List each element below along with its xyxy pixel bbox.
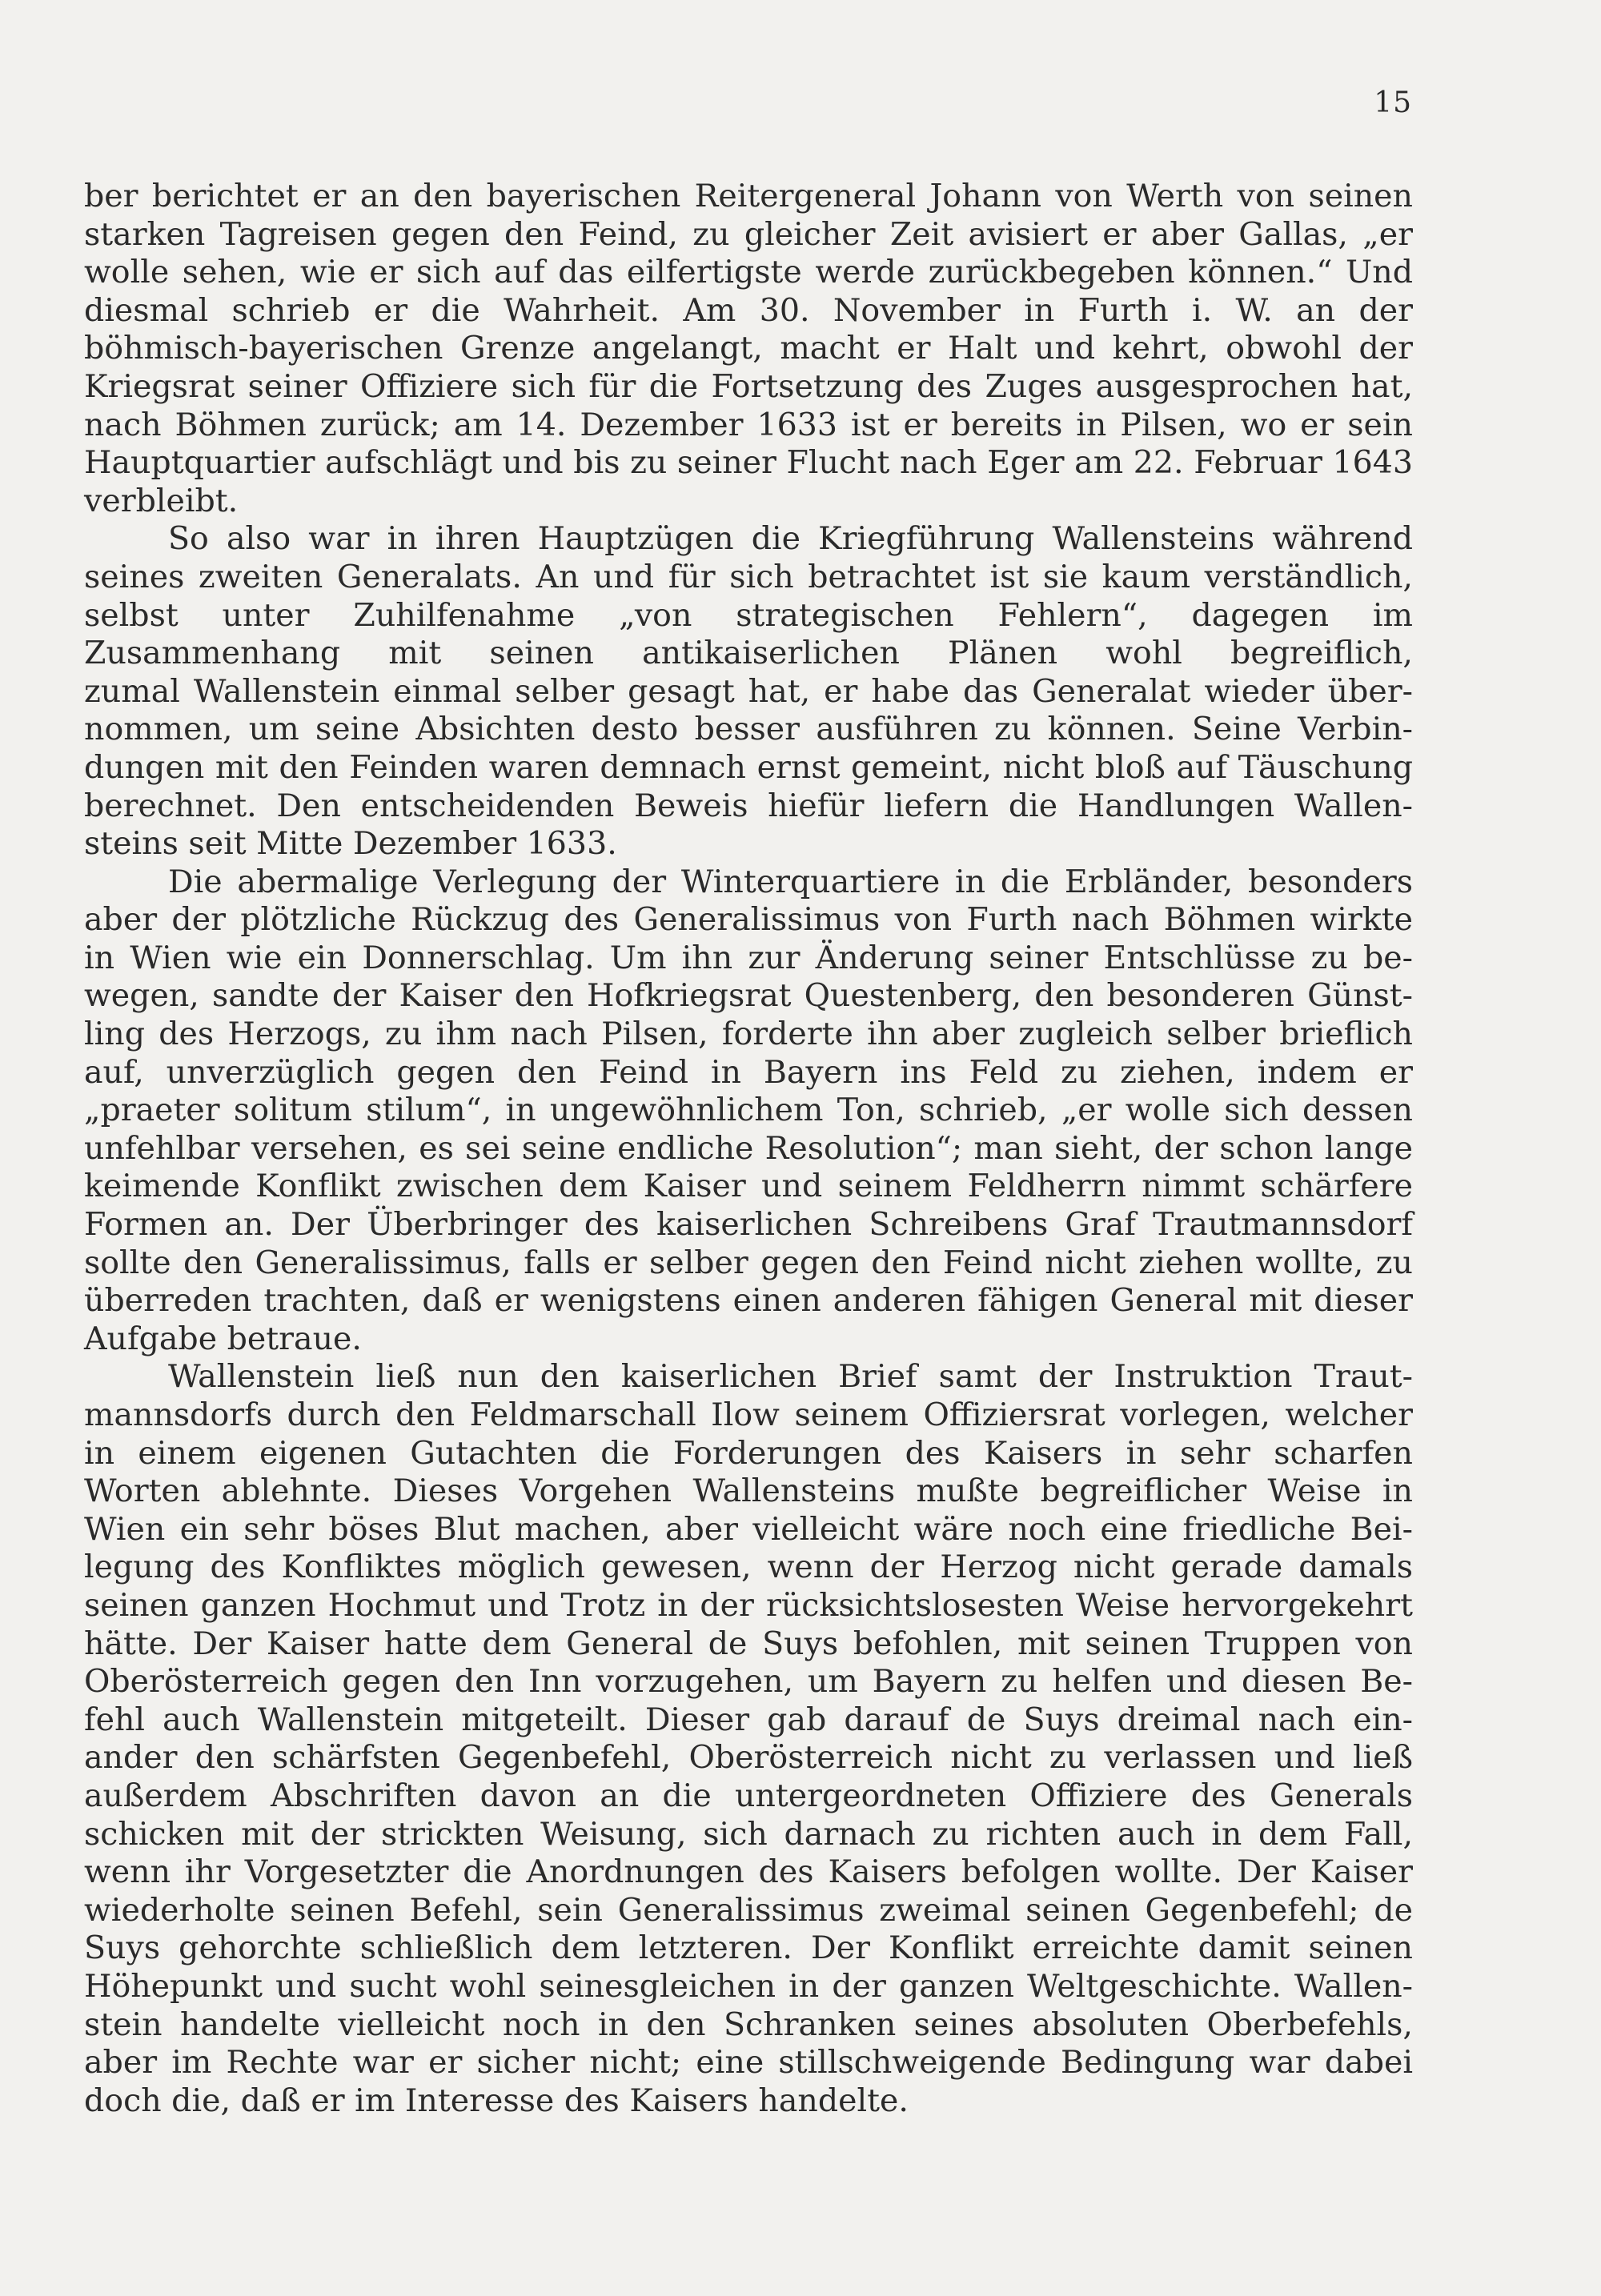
text-line: in einem eigenen Gutachten die Forderungen des Kaisers in sehr scharfen <box>84 1434 1413 1472</box>
text-line: hätte. Der Kaiser hatte dem General de Suys befohlen, mit seinen Truppen von <box>84 1625 1413 1662</box>
text-line: aber im Rechte war er sicher nicht; eine stillschweigende Bedingung war dabei <box>84 2044 1413 2082</box>
text-line: wenn ihr Vorgesetzter die Anordnungen des Kaisers befolgen wollte. Der Kaiser <box>84 1853 1413 1891</box>
text-line: schicken mit der strickten Weisung, sich darnach zu richten auch in dem Fall, <box>84 1815 1413 1853</box>
text-line: nommen, um seine Absichten desto besser ausführen zu können. Seine Verbin- <box>84 711 1413 748</box>
text-line: seines zweiten Generalats. An und für sich betrachtet ist sie kaum verständlich, <box>84 558 1413 595</box>
text-line: böhmisch-bayerischen Grenze angelangt, macht er Halt und kehrt, obwohl der <box>84 330 1413 367</box>
text-line: So also war in ihren Hauptzügen die Kriegführung Wallensteins während <box>168 520 1413 558</box>
text-line: starken Tagreisen gegen den Feind, zu gleicher Zeit avisiert er aber Gallas, „er <box>84 215 1413 253</box>
text-line: Die abermalige Verlegung der Winterquartiere in die Erbländer, besonders <box>168 863 1413 900</box>
text-line: sollte den Generalissimus, falls er selber gegen den Feind nicht ziehen wollte, zu <box>84 1244 1413 1281</box>
text-line: diesmal schrieb er die Wahrheit. Am 30. November in Furth i. W. an der <box>84 291 1413 329</box>
text-line: Höhepunkt und sucht wohl seinesgleichen in der ganzen Weltgeschichte. Wallen- <box>84 1967 1413 2005</box>
text-line: wegen, sandte der Kaiser den Hofkriegsrat Questenberg, den besonderen Günst- <box>84 977 1413 1015</box>
text-line: Kriegsrat seiner Offiziere sich für die Fortsetzung des Zuges ausgesprochen hat, <box>84 367 1413 405</box>
text-line: ber berichtet er an den bayerischen Reitergeneral Johann von Werth von seinen <box>84 178 1413 214</box>
text-line: mannsdorfs durch den Feldmarschall Ilow seinem Offiziersrat vorlegen, welcher <box>84 1396 1413 1433</box>
text-line: stein handelte vielleicht noch in den Schranken seines absoluten Oberbefehls, <box>84 2005 1413 2043</box>
text-line: Wien ein sehr böses Blut machen, aber vielleicht wäre noch eine friedliche Bei- <box>84 1510 1413 1548</box>
text-line: in Wien wie ein Donnerschlag. Um ihn zur Änderung seiner Entschlüsse zu be- <box>84 939 1413 976</box>
text-line: zumal Wallenstein einmal selber gesagt hat, er habe das Generalat wieder über- <box>84 672 1413 710</box>
text-line: Formen an. Der Überbringer des kaiserlichen Schreibens Graf Trautmannsdorf <box>84 1206 1413 1244</box>
text-line: Aufgabe betraue. <box>84 1320 362 1357</box>
text-line: legung des Konfliktes möglich gewesen, wenn der Herzog nicht gerade damals <box>84 1549 1413 1586</box>
text-line: selbst unter Zuhilfenahme „von strategischen Fehlern“, dagegen im <box>84 596 1413 634</box>
text-line: ling des Herzogs, zu ihm nach Pilsen, forderte ihn aber zugleich selber brieflich <box>84 1016 1413 1053</box>
text-line: außerdem Abschriften davon an die untergeordneten Offiziere des Generals <box>84 1777 1413 1814</box>
text-line: Hauptquartier aufschlägt und bis zu seiner Flucht nach Eger am 22. Februar 1643 <box>84 444 1413 482</box>
text-line: doch die, daß er im Interesse des Kaisers handelte. <box>84 2082 909 2119</box>
body-text <box>84 178 1413 2120</box>
text-line: fehl auch Wallenstein mitgeteilt. Dieser gab darauf de Suys dreimal nach ein- <box>84 1701 1413 1738</box>
text-line: nach Böhmen zurück; am 14. Dezember 1633 ist er bereits in Pilsen, wo er sein <box>84 406 1413 443</box>
text-line: wolle sehen, wie er sich auf das eilfertigste werde zurückbegeben können.“ Und <box>84 254 1413 291</box>
text-line: seinen ganzen Hochmut und Trotz in der rücksichtslosesten Weise hervorgekehrt <box>84 1586 1413 1624</box>
text-line: unfehlbar versehen, es sei seine endliche Resolution“; man sieht, der schon lange <box>84 1129 1413 1167</box>
text-line: aber der plötzliche Rückzug des Generalissimus von Furth nach Böhmen wirkte <box>84 901 1413 939</box>
text-line: keimende Konflikt zwischen dem Kaiser und seinem Feldherrn nimmt schärfere <box>84 1168 1413 1205</box>
text-line: steins seit Mitte Dezember 1633. <box>84 825 617 863</box>
text-line: ander den schärfsten Gegenbefehl, Oberösterreich nicht zu verlassen und ließ <box>84 1739 1413 1777</box>
text-line: Wallenstein ließ nun den kaiserlichen Brief samt der Instruktion Traut- <box>168 1358 1413 1396</box>
text-line: verbleibt. <box>84 482 239 519</box>
text-line: berechnet. Den entscheidenden Beweis hiefür liefern die Handlungen Wallen- <box>84 787 1413 824</box>
text-line: Worten ablehnte. Dieses Vorgehen Wallensteins mußte begreiflicher Weise in <box>84 1473 1413 1510</box>
text-line: „praeter solitum stilum“, in ungewöhnlichem Ton, schrieb, „er wolle sich dessen <box>84 1092 1413 1129</box>
text-line: Suys gehorchte schließlich dem letzteren. Der Konflikt erreichte damit seinen <box>84 1929 1413 1967</box>
text-line: überreden trachten, daß er wenigstens einen anderen fähigen General mit dieser <box>84 1282 1413 1320</box>
text-line: Zusammenhang mit seinen antikaiserlichen Plänen wohl begreiflich, <box>84 635 1413 672</box>
text-line: auf, unverzüglich gegen den Feind in Bayern ins Feld zu ziehen, indem er <box>84 1053 1413 1091</box>
text-line: dungen mit den Feinden waren demnach ernst gemeint, nicht bloß auf Täuschung <box>84 748 1413 786</box>
page-number: 15 <box>1374 86 1412 119</box>
text-line: Oberösterreich gegen den Inn vorzugehen, um Bayern zu helfen und diesen Be- <box>84 1663 1413 1701</box>
text-line: wiederholte seinen Befehl, sein Generalissimus zweimal seinen Gegenbefehl; de <box>84 1891 1413 1929</box>
